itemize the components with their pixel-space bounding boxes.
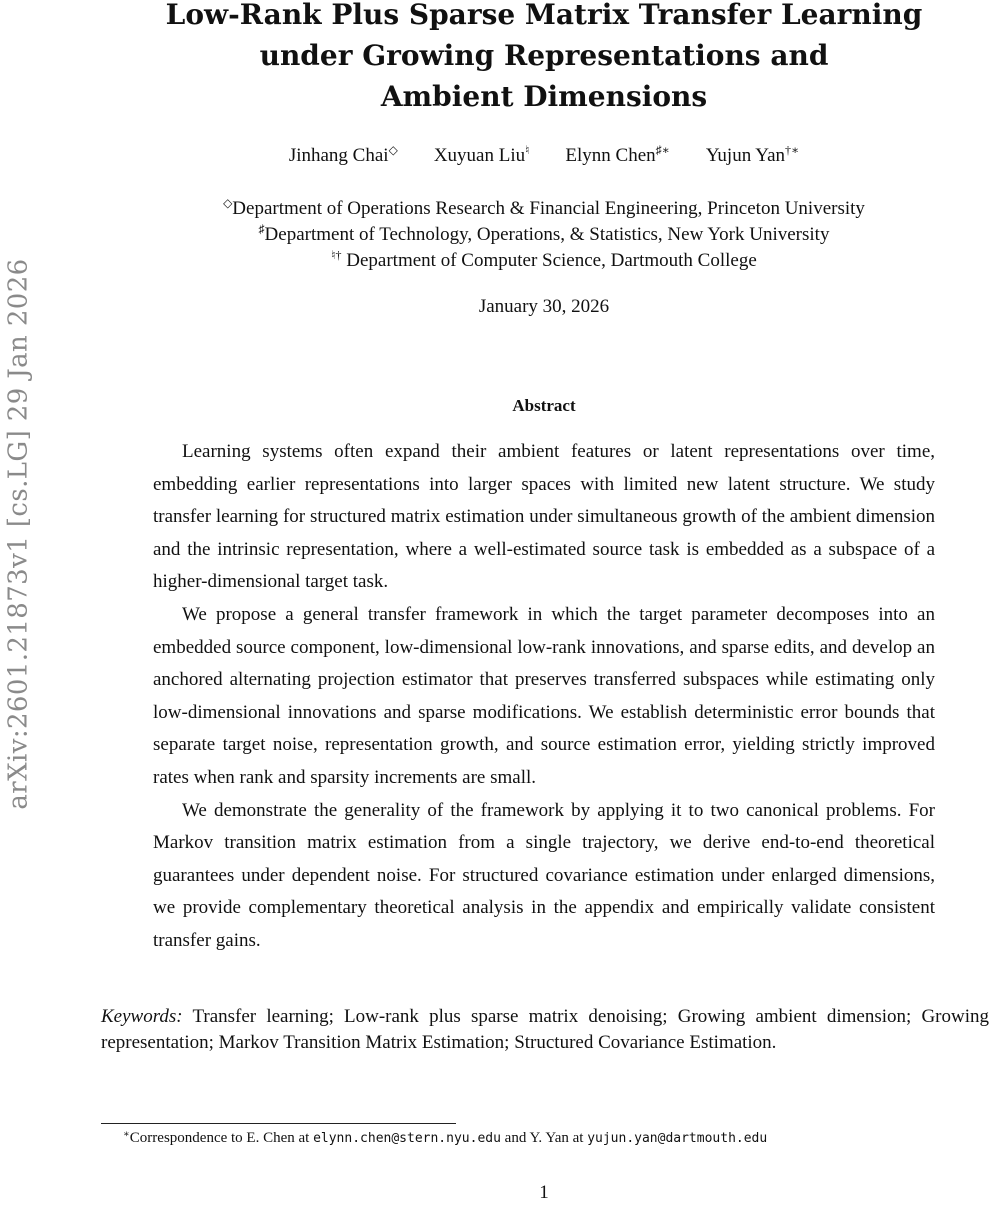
affiliation-text: Department of Technology, Operations, & Statistics, New York University [264, 224, 830, 245]
arxiv-identifier: arXiv:2601.21873v1 [cs.LG] 29 Jan 2026 [4, 258, 34, 810]
author-name: Yujun Yan [705, 145, 786, 166]
title-line: Low-Rank Plus Sparse Matrix Transfer Learning [165, 0, 923, 31]
footnote-middle: and Y. Yan at [500, 1130, 588, 1146]
affiliation [100, 248, 988, 274]
affiliation-text: Department of Operations Research & Financial Engineering, Princeton University [232, 198, 865, 219]
keywords-text: Transfer learning; Low-rank plus sparse matrix denoising; Growing ambient dimension; Growing representation; Markov Transition Matrix Estimation; Structured Covariance Estimation. [101, 1006, 989, 1053]
abstract-paragraph: We propose a general transfer framework in which the target parameter decomposes into an embedded source component, low-dimensional low-rank innovations, and sparse edits, and develop an anchored alternating projection estimator that preserves transferred subspaces while estimating only low-dimensional innovations and sparse modifications. We establish deterministic error bounds that separate target noise, representation growth, and source estimation error, yielding strictly improved rates when rank and sparsity increments are small. [153, 603, 935, 788]
author-mark: ◇ [388, 143, 398, 157]
author-name: Jinhang Chai [288, 145, 389, 166]
author [565, 143, 669, 169]
affiliation-mark: ♯ [258, 222, 265, 236]
abstract-heading: Abstract [512, 396, 576, 415]
email-link-yan[interactable]: yujun.yan@dartmouth.edu [587, 1131, 768, 1146]
author-name: Xuyuan Liu [433, 145, 526, 166]
footnote-mark: ∗ [123, 1129, 130, 1140]
title-line: Ambient Dimensions [380, 80, 708, 113]
abstract-body [153, 436, 935, 958]
footnote-divider [101, 1123, 456, 1124]
author-mark: †∗ [785, 143, 800, 157]
affiliation [100, 196, 988, 222]
affiliation-text: Department of Computer Science, Dartmouth College [341, 250, 757, 271]
footnote-prefix: Correspondence to E. Chen at [129, 1130, 314, 1146]
author [434, 143, 530, 169]
abstract-paragraph: Learning systems often expand their ambient features or latent representations over time, embedding earlier representations into larger spaces with limited new latent structure. We study transfer learning for structured matrix estimation under simultaneous growth of the ambient dimension and the intrinsic representation, where a well-estimated source task is embedded as a subspace of a higher-dimensional target task. [153, 441, 935, 593]
page-number: 1 [539, 1182, 549, 1203]
arxiv-sidebar-stamp [2, 204, 36, 864]
keywords [101, 1004, 989, 1056]
affiliation [100, 222, 988, 248]
author [289, 143, 398, 169]
paper-title [100, 0, 988, 117]
author [706, 143, 799, 169]
title-line: under Growing Representations and [259, 39, 829, 72]
affiliation-list [100, 196, 988, 274]
affiliation-mark: ♮† [331, 248, 342, 262]
email-link-chen[interactable]: elynn.chen@stern.nyu.edu [313, 1131, 501, 1146]
author-name: Elynn Chen [565, 145, 656, 166]
author-list [100, 143, 988, 169]
author-mark: ♮ [525, 143, 530, 157]
affiliation-mark: ◇ [223, 196, 233, 210]
author-mark: ♯∗ [655, 143, 670, 157]
correspondence-footnote [101, 1127, 989, 1150]
abstract-paragraph: We demonstrate the generality of the framework by applying it to two canonical problems. For Markov transition matrix estimation from a single trajectory, we derive end-to-end theoretical guarantees under dependent noise. For structured covariance estimation under enlarged dimensions, we provide complementary theoretical analysis in the appendix and empirically validate consistent transfer gains. [153, 799, 935, 951]
keywords-label: Keywords: [101, 1006, 183, 1027]
publication-date: January 30, 2026 [478, 296, 610, 317]
